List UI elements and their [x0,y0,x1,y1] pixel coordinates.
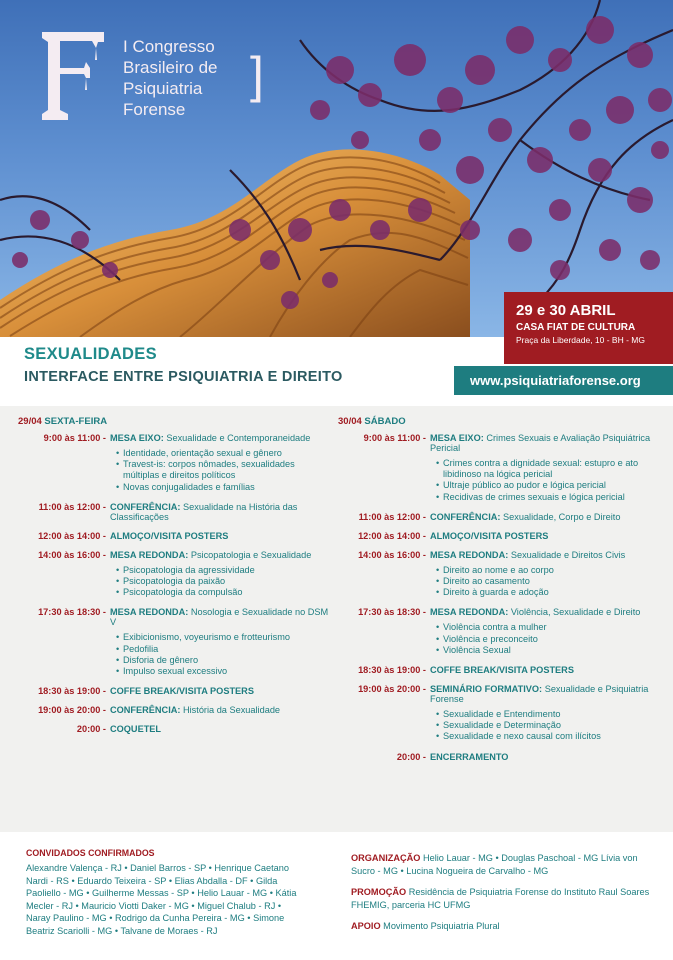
support-label: APOIO [351,921,381,932]
slot-title: Sexualidade e Direitos Civis [510,549,626,560]
slot-time: 12:00 às 14:00 - [38,530,106,541]
slot-label: SEMINÁRIO FORMATIVO: [430,684,543,695]
slot-label: CONFERÊNCIA: [110,705,181,716]
day1-date: 29/04 [18,416,42,427]
schedule-slot [18,502,333,522]
slot-label: CONFERÊNCIA: [110,501,181,512]
guest-name: Miguel Chalub - RJ [197,900,276,911]
closing-bracket: ] [250,47,264,103]
schedule-slot [338,433,668,503]
organization-block [351,852,656,877]
slot-description [110,550,333,599]
slot-time: 9:00 às 11:00 - [43,433,106,443]
day2-schedule [338,416,668,771]
slot-topic: • Sexualidade e Entendimento [436,709,668,720]
slot-description [430,607,668,656]
slot-topic-list [436,565,668,599]
schedule-slot [338,512,668,522]
schedule-slot [18,433,333,493]
event-date-box [504,292,673,364]
slot-label: MESA REDONDA: [430,549,509,560]
day2-weekday: SÁBADO [364,416,406,427]
slot-time: 19:00 às 20:00 - [38,705,106,716]
slot-description [430,531,668,541]
theme-subtitle: INTERFACE ENTRE PSIQUIATRIA E DIREITO [24,369,343,385]
slot-topic: • Sexualidade e Determinação [436,720,668,731]
slot-title: Sexualidade e Contemporaneidade [166,433,311,443]
slot-time: 14:00 às 16:00 - [358,549,426,560]
guests-title: CONVIDADOS CONFIRMADOS [26,848,155,858]
slot-topic-list [436,458,668,503]
slot-topic-list [436,709,668,743]
schedule-slot [338,550,668,599]
day2-slot-list [338,433,668,762]
slot-topic: • Novas conjugalidades e famílias [116,482,333,493]
theme-heading [24,345,343,385]
schedule-slot [338,607,668,656]
hero-banner [0,0,673,337]
slot-time: 18:30 às 19:00 - [358,665,426,676]
guest-name: Kátia Mecler - RJ [26,888,297,911]
slot-description [110,433,333,493]
slot-description [430,665,668,675]
congress-title-line: Brasileiro de [123,58,218,77]
slot-title: Sexualidade e Psiquiatria Forense [430,684,649,705]
slot-time: 11:00 às 12:00 - [358,511,426,522]
slot-topic: • Pedofilia [116,644,333,655]
day2-header [338,416,668,427]
slot-description [110,724,333,734]
day1-schedule [18,416,333,743]
slot-time: 17:30 às 18:30 - [38,607,106,618]
slot-topic: • Disforia de gênero [116,655,333,666]
slot-label: ALMOÇO/VISITA POSTERS [110,530,229,541]
slot-time: 9:00 às 11:00 - [363,433,426,443]
slot-time: 14:00 às 16:00 - [38,549,106,560]
slot-topic: • Psicopatologia da agressividade [116,565,333,576]
slot-description [430,752,668,762]
slot-label: MESA REDONDA: [110,549,189,560]
slot-time: 20:00 - [396,751,426,762]
program-schedule [0,406,673,832]
logo-letter-f-icon [38,28,108,128]
slot-topic: • Identidade, orientação sexual e gênero [116,448,333,459]
slot-time: 17:30 às 18:30 - [358,607,426,618]
slot-topic: • Direito ao casamento [436,576,668,587]
day1-header [18,416,333,427]
slot-topic: • Impulso sexual excessivo [116,666,333,677]
guest-name: Eduardo Teixeira - SP [77,875,167,886]
slot-topic-list [116,632,333,677]
schedule-slot [18,550,333,599]
guest-name: Naray Paulino - MG [26,913,107,924]
guest-name: Helio Lauar - MG [197,888,268,899]
guest-name: Alexandre Valença - RJ [26,863,122,873]
slot-topic: • Violência e preconceito [436,634,668,645]
slot-topic-list [116,448,333,493]
slot-topic: • Direito à guarda e adoção [436,587,668,598]
guest-name: Guilherme Messas - SP [92,888,189,899]
slot-description [110,502,333,522]
slot-label: MESA EIXO: [110,433,164,443]
slot-topic: • Sexualidade e nexo causal com ilícitos [436,731,668,742]
slot-topic: • Crimes contra a dignidade sexual: estupro e ato libidinoso na lógica pericial [436,458,668,480]
website-link[interactable]: www.psiquiatriaforense.org [454,366,673,395]
slot-description [430,550,668,599]
promotion-label: PROMOÇÃO [351,887,407,898]
promotion-block [351,886,656,911]
day1-weekday: SEXTA-FEIRA [44,416,108,427]
slot-topic: • Psicopatologia da paixão [116,576,333,587]
guest-name: Rodrigo da Cunha Pereira - MG [115,913,245,924]
congress-title-line: I Congresso [123,37,215,56]
schedule-slot [18,531,333,541]
slot-time: 20:00 - [76,724,106,735]
slot-topic: • Violência Sexual [436,645,668,656]
slot-topic: • Psicopatologia da compulsão [116,587,333,598]
slot-description [430,684,668,743]
slot-label: CONFERÊNCIA: [430,511,501,522]
schedule-slot [18,724,333,734]
theme-title: SEXUALIDADES [24,345,157,363]
slot-title: Nosologia e Sexualidade no DSM V [110,607,329,628]
guest-name: Gilda Paoliello - MG [26,875,278,899]
day2-date: 30/04 [338,416,362,427]
guest-name: Henrique Caetano Nardi - RS [26,863,289,886]
day1-slot-list [18,433,333,734]
slot-description [430,512,668,522]
slot-title: Psicopatologia e Sexualidade [190,549,312,560]
slot-description [110,705,333,715]
guest-name: Mauricio Viotti Daker - MG [81,900,189,911]
slot-topic: • Violência contra a mulher [436,622,668,633]
slot-title: Sexualidade, Corpo e Direito [503,511,621,522]
schedule-slot [338,531,668,541]
slot-time: 18:30 às 19:00 - [38,686,106,697]
guests-block [26,848,308,938]
slot-title: Sexualidade na História das Classificações [110,501,298,522]
slot-description [110,686,333,696]
schedule-slot [338,665,668,675]
slot-topic: • Recidivas de crimes sexuais e lógica pericial [436,492,668,503]
slot-label: MESA EIXO: [430,433,484,443]
slot-time: 19:00 às 20:00 - [358,684,426,695]
slot-label: ALMOÇO/VISITA POSTERS [430,530,549,541]
guest-name: Talvane de Moraes - RJ [120,925,218,936]
slot-label: COQUETEL [110,724,162,735]
schedule-slot [18,686,333,696]
slot-label: COFFE BREAK/VISITA POSTERS [430,665,574,676]
slot-description [110,607,333,677]
support-block [351,920,656,933]
event-venue: CASA FIAT DE CULTURA [516,322,636,333]
slot-label: MESA REDONDA: [110,607,189,618]
guest-name: Simone Beatriz Scariolli - MG [26,913,285,936]
organization-label: ORGANIZAÇÃO [351,853,421,863]
schedule-slot [338,684,668,743]
event-dates: 29 e 30 ABRIL [516,302,616,319]
slot-title: Violência, Sexualidade e Direito [510,607,641,618]
slot-topic-list [436,622,668,656]
organization-text: Helio Lauar - MG • Douglas Paschoal - MG Lívia von Sucro - MG • Lucina Nogueira de Carvalho - MG [351,853,638,876]
congress-title-line: Psiquiatria [123,79,203,98]
credits-section [0,832,673,960]
slot-label: ENCERRAMENTO [430,751,509,762]
guest-name: Daniel Barros - SP [130,863,207,873]
slot-description [430,433,668,503]
slot-label: COFFE BREAK/VISITA POSTERS [110,686,254,697]
slot-topic: • Travest-is: corpos nômades, sexualidades múltiplas e direitos políticos [116,459,333,481]
schedule-slot [18,705,333,715]
slot-topic: • Ultraje público ao pudor e lógica pericial [436,480,668,491]
slot-topic: • Direito ao nome e ao corpo [436,565,668,576]
promotion-text: Residência de Psiquiatria Forense do Instituto Raul Soares FHEMIG, parceria HC UFMG [351,887,650,910]
slot-time: 12:00 às 14:00 - [358,530,426,541]
schedule-slot [18,607,333,677]
slot-title: História da Sexualidade [183,705,281,716]
building-curved-facade [0,149,470,337]
slot-title: Crimes Sexuais e Avaliação Psiquiátrica Pericial [430,433,651,453]
slot-topic-list [116,565,333,599]
slot-topic: • Exibicionismo, voyeurismo e frotteurismo [116,632,333,643]
guest-name: Elias Abdalla - DF [174,875,248,886]
slot-description [110,531,333,541]
guests-list: Alexandre Valença - RJ • Daniel Barros - SP • Henrique Caetano Nardi - RS • Eduardo Teixeira - SP • Elias Abdalla - DF • Gilda Paoliello - MG • Guilherme Messas - SP • Helio Lauar - MG • Kátia Mecler - RJ • Mauricio Viotti Daker - MG • Miguel Chalub - RJ • Naray Paulino - MG • Rodrigo da Cunha Pereira - MG • Simone Beatriz Scariolli - MG • Talvane de Moraes - RJ [26,863,297,936]
support-text: Movimento Psiquiatria Plural [383,921,500,932]
congress-title-line: Forense [123,100,186,119]
slot-label: MESA REDONDA: [430,607,509,618]
schedule-slot [338,752,668,762]
event-address: Praça da Liberdade, 10 - BH - MG [516,335,645,345]
slot-time: 11:00 às 12:00 - [38,501,106,512]
organizers-block [351,852,656,942]
